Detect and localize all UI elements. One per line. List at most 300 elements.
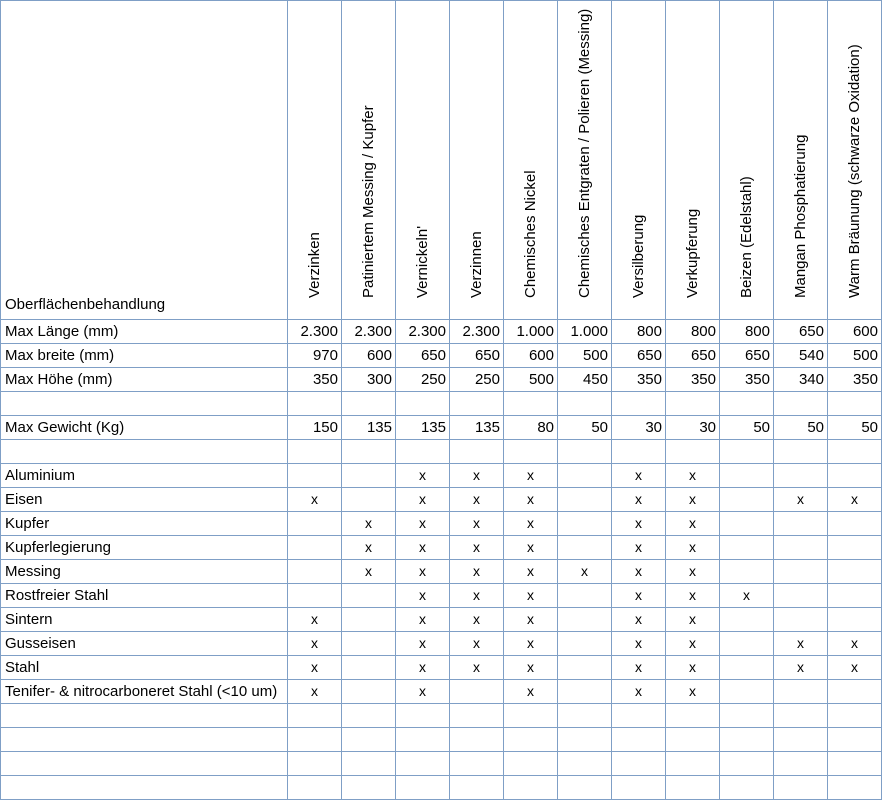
mark-cell[interactable]	[666, 512, 720, 536]
mark-cell[interactable]	[828, 776, 882, 800]
mark-cell[interactable]	[774, 536, 828, 560]
value-cell[interactable]	[396, 440, 450, 464]
mark-cell[interactable]	[774, 680, 828, 704]
mark-cell[interactable]	[828, 656, 882, 680]
mark-cell[interactable]	[720, 728, 774, 752]
column-header-cell[interactable]	[558, 1, 612, 320]
column-header-cell[interactable]	[342, 1, 396, 320]
value-cell[interactable]: 250	[396, 368, 450, 392]
value-cell[interactable]	[828, 440, 882, 464]
mark-cell[interactable]	[396, 488, 450, 512]
table-row	[1, 368, 882, 392]
value-cell[interactable]: 350	[288, 368, 342, 392]
value-cell[interactable]: 2.300	[288, 320, 342, 344]
mark-cell[interactable]	[342, 536, 396, 560]
value-cell[interactable]: 2.300	[450, 320, 504, 344]
mark-cell[interactable]	[450, 656, 504, 680]
mark-cell[interactable]	[720, 680, 774, 704]
mark-cell[interactable]	[342, 512, 396, 536]
value-cell[interactable]: 50	[720, 416, 774, 440]
mark-cell[interactable]	[666, 704, 720, 728]
value-cell[interactable]: 135	[450, 416, 504, 440]
value-cell[interactable]: 800	[612, 320, 666, 344]
mark-cell[interactable]	[828, 680, 882, 704]
value-cell[interactable]: 1.000	[504, 320, 558, 344]
mark-cell[interactable]	[396, 464, 450, 488]
check-mark: x	[419, 611, 426, 627]
value-cell[interactable]: 650	[774, 320, 828, 344]
value-cell[interactable]: 970	[288, 344, 342, 368]
check-mark: x	[635, 515, 642, 531]
mark-cell[interactable]	[396, 632, 450, 656]
mark-cell[interactable]	[342, 560, 396, 584]
mark-cell[interactable]	[396, 752, 450, 776]
mark-cell[interactable]	[612, 632, 666, 656]
mark-cell[interactable]	[666, 608, 720, 632]
value-cell[interactable]: 135	[396, 416, 450, 440]
column-header-text: Verzinken	[305, 232, 323, 298]
value-cell[interactable]: 30	[612, 416, 666, 440]
column-header-text: Vernickeln'	[413, 225, 431, 298]
mark-cell[interactable]	[666, 632, 720, 656]
check-mark: x	[527, 539, 534, 555]
column-header-cell[interactable]	[504, 1, 558, 320]
check-mark: x	[527, 515, 534, 531]
mark-cell[interactable]	[288, 512, 342, 536]
check-mark: x	[689, 563, 696, 579]
mark-cell[interactable]	[828, 464, 882, 488]
mark-cell[interactable]	[450, 752, 504, 776]
mark-cell[interactable]	[774, 584, 828, 608]
value-cell[interactable]: 800	[666, 320, 720, 344]
mark-cell[interactable]	[288, 704, 342, 728]
mark-cell[interactable]	[342, 464, 396, 488]
value-cell[interactable]	[666, 440, 720, 464]
mark-cell[interactable]	[504, 560, 558, 584]
mark-cell[interactable]	[828, 728, 882, 752]
column-header-wrap	[558, 5, 611, 319]
mark-cell[interactable]	[558, 536, 612, 560]
value-cell[interactable]	[288, 440, 342, 464]
mark-cell[interactable]	[288, 584, 342, 608]
check-mark: x	[419, 635, 426, 651]
mark-cell[interactable]	[288, 728, 342, 752]
mark-cell[interactable]	[396, 656, 450, 680]
value-cell[interactable]	[396, 392, 450, 416]
check-mark: x	[419, 467, 426, 483]
table-body	[1, 1, 882, 800]
mark-cell[interactable]	[720, 488, 774, 512]
mark-cell[interactable]	[720, 632, 774, 656]
mark-cell[interactable]	[396, 584, 450, 608]
mark-cell[interactable]	[558, 512, 612, 536]
mark-cell[interactable]	[612, 752, 666, 776]
check-mark: x	[527, 659, 534, 675]
check-mark: x	[473, 587, 480, 603]
value-cell[interactable]: 350	[720, 368, 774, 392]
mark-cell[interactable]	[720, 584, 774, 608]
value-cell[interactable]	[450, 440, 504, 464]
mark-cell[interactable]	[666, 656, 720, 680]
check-mark: x	[743, 587, 750, 603]
table-row	[1, 320, 882, 344]
check-mark: x	[581, 563, 588, 579]
value-cell[interactable]: 500	[504, 368, 558, 392]
value-cell[interactable]: 350	[666, 368, 720, 392]
row-label-cell[interactable]	[1, 704, 288, 728]
value-cell[interactable]	[342, 440, 396, 464]
header-row	[1, 1, 882, 320]
mark-cell[interactable]	[558, 704, 612, 728]
check-mark: x	[527, 587, 534, 603]
mark-cell[interactable]	[288, 488, 342, 512]
table-row	[1, 392, 882, 416]
mark-cell[interactable]	[720, 608, 774, 632]
mark-cell[interactable]	[666, 488, 720, 512]
mark-cell[interactable]	[774, 704, 828, 728]
mark-cell[interactable]	[288, 608, 342, 632]
mark-cell[interactable]	[720, 704, 774, 728]
value-cell[interactable]: 300	[342, 368, 396, 392]
check-mark: x	[419, 587, 426, 603]
mark-cell[interactable]	[504, 656, 558, 680]
header-label-cell[interactable]: Oberflächenbehandlung	[1, 1, 288, 320]
row-label-cell[interactable]: Eisen	[1, 488, 288, 512]
row-label-cell[interactable]: Gusseisen	[1, 632, 288, 656]
mark-cell[interactable]	[342, 776, 396, 800]
value-cell[interactable]	[666, 392, 720, 416]
mark-cell[interactable]	[450, 608, 504, 632]
mark-cell[interactable]	[450, 680, 504, 704]
mark-cell[interactable]	[612, 728, 666, 752]
check-mark: x	[365, 563, 372, 579]
table-row	[1, 464, 882, 488]
mark-cell[interactable]	[774, 632, 828, 656]
mark-cell[interactable]	[666, 584, 720, 608]
column-header-cell[interactable]	[450, 1, 504, 320]
value-cell[interactable]: 250	[450, 368, 504, 392]
mark-cell[interactable]	[612, 536, 666, 560]
mark-cell[interactable]	[612, 584, 666, 608]
mark-cell[interactable]	[504, 704, 558, 728]
mark-cell[interactable]	[774, 464, 828, 488]
row-label-cell[interactable]: Kupferlegierung	[1, 536, 288, 560]
value-cell[interactable]: 540	[774, 344, 828, 368]
value-cell[interactable]: 600	[504, 344, 558, 368]
value-cell[interactable]: 2.300	[342, 320, 396, 344]
mark-cell[interactable]	[828, 584, 882, 608]
value-cell[interactable]	[504, 440, 558, 464]
row-label-cell[interactable]: Kupfer	[1, 512, 288, 536]
table-row	[1, 416, 882, 440]
value-cell[interactable]	[558, 392, 612, 416]
mark-cell[interactable]	[774, 512, 828, 536]
mark-cell[interactable]	[774, 776, 828, 800]
mark-cell[interactable]	[450, 776, 504, 800]
row-label-cell[interactable]: Max Höhe (mm)	[1, 368, 288, 392]
mark-cell[interactable]	[342, 752, 396, 776]
mark-cell[interactable]	[342, 704, 396, 728]
mark-cell[interactable]	[558, 584, 612, 608]
value-cell[interactable]	[558, 440, 612, 464]
mark-cell[interactable]	[396, 536, 450, 560]
row-label-cell[interactable]	[1, 728, 288, 752]
mark-cell[interactable]	[504, 512, 558, 536]
mark-cell[interactable]	[450, 560, 504, 584]
mark-cell[interactable]	[396, 776, 450, 800]
value-cell[interactable]	[450, 392, 504, 416]
table-row	[1, 680, 882, 704]
check-mark: x	[527, 683, 534, 699]
mark-cell[interactable]	[720, 752, 774, 776]
row-label-cell[interactable]: Aluminium	[1, 464, 288, 488]
value-cell[interactable]: 500	[558, 344, 612, 368]
row-label-cell[interactable]: Sintern	[1, 608, 288, 632]
column-header-cell[interactable]	[720, 1, 774, 320]
value-cell[interactable]	[828, 392, 882, 416]
mark-cell[interactable]	[558, 776, 612, 800]
column-header-cell[interactable]	[612, 1, 666, 320]
mark-cell[interactable]	[828, 560, 882, 584]
value-cell[interactable]: 2.300	[396, 320, 450, 344]
mark-cell[interactable]	[720, 512, 774, 536]
mark-cell[interactable]	[612, 560, 666, 584]
mark-cell[interactable]	[774, 608, 828, 632]
check-mark: x	[635, 611, 642, 627]
mark-cell[interactable]	[504, 680, 558, 704]
check-mark: x	[689, 635, 696, 651]
value-cell[interactable]: 500	[828, 344, 882, 368]
mark-cell[interactable]	[558, 728, 612, 752]
mark-cell[interactable]	[342, 728, 396, 752]
mark-cell[interactable]	[558, 680, 612, 704]
value-cell[interactable]: 600	[342, 344, 396, 368]
value-cell[interactable]	[720, 440, 774, 464]
mark-cell[interactable]	[342, 584, 396, 608]
value-cell[interactable]: 350	[828, 368, 882, 392]
mark-cell[interactable]	[558, 608, 612, 632]
value-cell[interactable]: 1.000	[558, 320, 612, 344]
mark-cell[interactable]	[504, 464, 558, 488]
column-header-text: Chemisches Nickel	[521, 170, 539, 298]
mark-cell[interactable]	[450, 464, 504, 488]
value-cell[interactable]	[504, 392, 558, 416]
value-cell[interactable]: 50	[774, 416, 828, 440]
value-cell[interactable]	[774, 392, 828, 416]
mark-cell[interactable]	[396, 728, 450, 752]
mark-cell[interactable]	[342, 608, 396, 632]
mark-cell[interactable]	[774, 560, 828, 584]
mark-cell[interactable]	[666, 464, 720, 488]
value-cell[interactable]: 135	[342, 416, 396, 440]
row-label-cell[interactable]: Stahl	[1, 656, 288, 680]
mark-cell[interactable]	[450, 704, 504, 728]
column-header-text: Warm Bräunung (schwarze Oxidation)	[845, 44, 863, 298]
check-mark: x	[311, 659, 318, 675]
mark-cell[interactable]	[288, 536, 342, 560]
column-header-cell[interactable]	[288, 1, 342, 320]
mark-cell[interactable]	[558, 464, 612, 488]
value-cell[interactable]: 450	[558, 368, 612, 392]
mark-cell[interactable]	[720, 656, 774, 680]
mark-cell[interactable]	[504, 632, 558, 656]
mark-cell[interactable]	[342, 656, 396, 680]
column-header-cell[interactable]	[396, 1, 450, 320]
value-cell[interactable]: 600	[828, 320, 882, 344]
row-label-cell[interactable]: Messing	[1, 560, 288, 584]
column-header-wrap	[504, 5, 557, 319]
mark-cell[interactable]	[720, 536, 774, 560]
check-mark: x	[419, 491, 426, 507]
mark-cell[interactable]	[504, 608, 558, 632]
mark-cell[interactable]	[504, 752, 558, 776]
column-header-wrap	[342, 5, 395, 319]
value-cell[interactable]: 350	[612, 368, 666, 392]
row-label-cell[interactable]	[1, 392, 288, 416]
value-cell[interactable]: 340	[774, 368, 828, 392]
column-header-cell[interactable]	[666, 1, 720, 320]
mark-cell[interactable]	[828, 512, 882, 536]
mark-cell[interactable]	[450, 512, 504, 536]
mark-cell[interactable]	[288, 680, 342, 704]
value-cell[interactable]: 650	[396, 344, 450, 368]
mark-cell[interactable]	[828, 752, 882, 776]
check-mark: x	[311, 491, 318, 507]
value-cell[interactable]	[774, 440, 828, 464]
mark-cell[interactable]	[342, 632, 396, 656]
mark-cell[interactable]	[396, 560, 450, 584]
table-row	[1, 584, 882, 608]
mark-cell[interactable]	[774, 656, 828, 680]
row-label-cell[interactable]	[1, 752, 288, 776]
value-cell[interactable]: 150	[288, 416, 342, 440]
check-mark: x	[473, 491, 480, 507]
mark-cell[interactable]	[396, 680, 450, 704]
mark-cell[interactable]	[666, 752, 720, 776]
mark-cell[interactable]	[612, 488, 666, 512]
mark-cell[interactable]	[828, 632, 882, 656]
mark-cell[interactable]	[288, 632, 342, 656]
mark-cell[interactable]	[774, 488, 828, 512]
value-cell[interactable]: 650	[612, 344, 666, 368]
value-cell[interactable]	[612, 440, 666, 464]
mark-cell[interactable]	[612, 608, 666, 632]
mark-cell[interactable]	[774, 752, 828, 776]
mark-cell[interactable]	[828, 536, 882, 560]
mark-cell[interactable]	[288, 776, 342, 800]
mark-cell[interactable]	[666, 560, 720, 584]
mark-cell[interactable]	[666, 536, 720, 560]
mark-cell[interactable]	[720, 776, 774, 800]
check-mark: x	[473, 659, 480, 675]
value-cell[interactable]: 650	[720, 344, 774, 368]
mark-cell[interactable]	[504, 776, 558, 800]
check-mark: x	[527, 563, 534, 579]
value-cell[interactable]	[288, 392, 342, 416]
column-header-text: Mangan Phosphatierung	[791, 134, 809, 298]
check-mark: x	[419, 539, 426, 555]
mark-cell[interactable]	[450, 536, 504, 560]
check-mark: x	[689, 491, 696, 507]
mark-cell[interactable]	[828, 488, 882, 512]
column-header-cell[interactable]	[774, 1, 828, 320]
mark-cell[interactable]	[288, 656, 342, 680]
mark-cell[interactable]	[666, 776, 720, 800]
mark-cell[interactable]	[342, 488, 396, 512]
mark-cell[interactable]	[774, 728, 828, 752]
row-label-cell[interactable]: Tenifer- & nitrocarboneret Stahl (<10 um)	[1, 680, 288, 704]
row-label-cell[interactable]	[1, 440, 288, 464]
value-cell[interactable]: 50	[558, 416, 612, 440]
mark-cell[interactable]	[504, 488, 558, 512]
check-mark: x	[797, 491, 804, 507]
mark-cell[interactable]	[504, 536, 558, 560]
mark-cell[interactable]	[396, 608, 450, 632]
value-cell[interactable]: 650	[666, 344, 720, 368]
mark-cell[interactable]	[504, 584, 558, 608]
mark-cell[interactable]	[396, 704, 450, 728]
mark-cell[interactable]	[612, 512, 666, 536]
mark-cell[interactable]	[612, 680, 666, 704]
mark-cell[interactable]	[450, 632, 504, 656]
row-label-cell[interactable]: Rostfreier Stahl	[1, 584, 288, 608]
mark-cell[interactable]	[558, 752, 612, 776]
mark-cell[interactable]	[450, 584, 504, 608]
value-cell[interactable]: 30	[666, 416, 720, 440]
value-cell[interactable]	[342, 392, 396, 416]
row-label-cell[interactable]: Max breite (mm)	[1, 344, 288, 368]
mark-cell[interactable]	[558, 656, 612, 680]
mark-cell[interactable]	[450, 488, 504, 512]
mark-cell[interactable]	[666, 680, 720, 704]
mark-cell[interactable]	[288, 752, 342, 776]
mark-cell[interactable]	[558, 632, 612, 656]
mark-cell[interactable]	[288, 464, 342, 488]
value-cell[interactable]: 650	[450, 344, 504, 368]
mark-cell[interactable]	[666, 728, 720, 752]
mark-cell[interactable]	[612, 464, 666, 488]
mark-cell[interactable]	[450, 728, 504, 752]
check-mark: x	[473, 515, 480, 531]
mark-cell[interactable]	[504, 728, 558, 752]
value-cell[interactable]	[612, 392, 666, 416]
column-header-wrap	[288, 5, 341, 319]
value-cell[interactable]: 50	[828, 416, 882, 440]
mark-cell[interactable]	[288, 560, 342, 584]
value-cell[interactable]	[720, 392, 774, 416]
mark-cell[interactable]	[612, 704, 666, 728]
mark-cell[interactable]	[720, 560, 774, 584]
row-label-cell[interactable]	[1, 776, 288, 800]
row-label-cell[interactable]: Max Länge (mm)	[1, 320, 288, 344]
mark-cell[interactable]	[396, 512, 450, 536]
mark-cell[interactable]	[720, 464, 774, 488]
value-cell[interactable]: 800	[720, 320, 774, 344]
column-header-cell[interactable]	[828, 1, 882, 320]
table-row	[1, 632, 882, 656]
row-label-cell[interactable]: Max Gewicht (Kg)	[1, 416, 288, 440]
mark-cell[interactable]	[612, 656, 666, 680]
mark-cell[interactable]	[612, 776, 666, 800]
column-header-wrap	[828, 5, 881, 319]
mark-cell[interactable]	[558, 488, 612, 512]
mark-cell[interactable]	[342, 680, 396, 704]
mark-cell[interactable]	[828, 704, 882, 728]
mark-cell[interactable]	[558, 560, 612, 584]
mark-cell[interactable]	[828, 608, 882, 632]
check-mark: x	[851, 635, 858, 651]
value-cell[interactable]: 80	[504, 416, 558, 440]
